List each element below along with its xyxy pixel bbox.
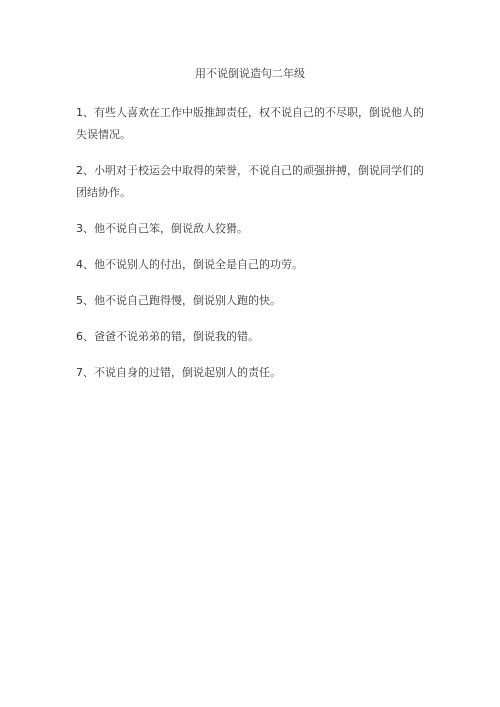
- sentence-list: [76, 102, 432, 398]
- sentence-item-5: 5、他不说自己跑得慢，倒说别人跑的快。: [76, 294, 281, 307]
- sentence-item-6: 6、爸爸不说弟弟的错，倒说我的错。: [76, 330, 259, 343]
- sentence-item-3: 3、他不说自己笨，倒说敌人狡猾。: [76, 222, 248, 235]
- sentence-item-4: 4、他不说别人的付出，倒说全是自己的功劳。: [76, 258, 303, 271]
- sentence-item-2: 2、小明对于校运会中取得的荣誉，不说自己的顽强拼搏，倒说同学们的团结协作。: [76, 164, 424, 199]
- sentence-item-7: 7、不说自身的过错，倒说起别人的责任。: [76, 366, 281, 379]
- document-title: 用不说倒说造句二年级: [195, 67, 305, 80]
- sentence-item-1: 1、有些人喜欢在工作中版推卸责任，权不说自己的不尽职，倒说他人的失误情况。: [76, 106, 424, 141]
